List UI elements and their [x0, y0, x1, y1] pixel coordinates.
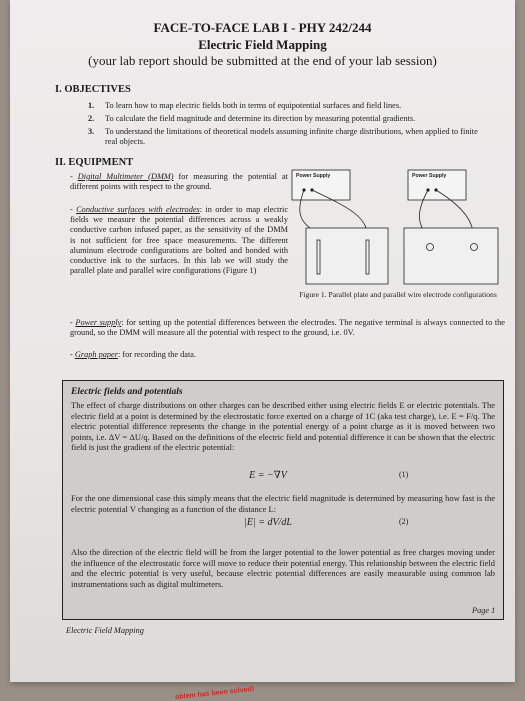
equation-2: |E| = dV/dL — [244, 517, 292, 528]
equipment-surfaces: - Conductive surfaces with electrodes: in order to map electric fields we measure the potential differences across a weakly conductive carbon infused paper, as the sensitivity of the DMM is not sufficient for free space measurements. The different aluminum electrode configurations are bolted and bonded with conductive ink to the surfaces. In this lab we will study the parallel plate and parallel wire configurations (Figure 1) — [70, 205, 288, 276]
objective-item — [88, 127, 488, 149]
objective-item — [88, 101, 488, 113]
equipment-dmm: - Digital Multimeter (DMM) for measuring the potential at different points with respect to the ground. — [70, 172, 288, 192]
surfaces-term: Conductive surfaces with electrodes — [76, 205, 200, 214]
theory-box — [62, 380, 504, 620]
theory-paragraph-2: For the one dimensional case this simply means that the electric field magnitude is determined by measuring how fast is the electric potential V changing as a function of the distance L: — [71, 493, 495, 514]
figure-caption: Figure 1. Parallel plate and parallel wire electrode configurations — [299, 290, 497, 299]
power-supply-label-right: Power Supply — [412, 173, 447, 179]
objective-text: To learn how to map electric fields both in terms of equipotential surfaces and field lines. — [105, 101, 402, 110]
equation-1-number: (1) — [399, 470, 409, 479]
objective-item — [88, 114, 488, 126]
theory-paragraph-3: Also the direction of the electric field will be from the larger potential to the lower potential as free charges moving under the influence of the electrostatic force will move to reduce their potential energy. This relationship between the electric field and the electric potential is very useful, because electric potential differences are easily measurable using common lab instrumentations such as digital multimeters. — [71, 547, 495, 589]
surfaces-description: : in order to map electric fields we measure the potential differences across a weakly conductive carbon infused paper, as the sensitivity of the DMM is not sufficient for free space measurements. The different aluminum electrode configurations are bolted and bonded with conductive ink to the surfaces. In this lab we will study the parallel plate and parallel wire configurations (Figure 1) — [70, 205, 288, 276]
electrode-configuration-figure — [290, 168, 500, 286]
equation-2-number: (2) — [399, 517, 409, 526]
objective-number: 3. — [88, 127, 95, 136]
objective-number: 1. — [88, 101, 95, 110]
doc-subtitle: Electric Field Mapping — [198, 37, 327, 52]
objective-text: To understand the limitations of theoretical models assuming infinite charge distributions, when applied to finite real objects. — [105, 127, 478, 146]
equipment-power: - Power supply: for setting up the potential differences between the electrodes. The negative terminal is always connected to the ground, so the DMM will measure all the potential with respect to the ground, i.e. 0V. — [70, 318, 505, 338]
equipment-graph: - Graph paper: for recording the data. — [70, 350, 197, 359]
lab-handout-page — [10, 0, 515, 682]
objectives-heading: I. OBJECTIVES — [55, 84, 131, 95]
graph-term: Graph paper — [74, 350, 118, 359]
theory-paragraph-1: The effect of charge distributions on other charges can be described either using electric fields E or electric potentials. The electric field at a point is determined by the electrostatic force exerted on a charge of 1C (aka test charge), i.e. E = F/q. The electric potential difference represents the change in the potential energy of a point charge as it is moved between two points, i.e. ΔV = ΔU/q. Based on the definitions of the electric field and potential difference it can be shown that the electric field is just the gradient of the electric potential: — [71, 400, 495, 453]
equation-1: E = −∇V — [249, 470, 287, 481]
theory-heading: Electric fields and potentials — [71, 387, 183, 397]
dmm-term: Digital Multimeter (DMM) — [77, 172, 174, 181]
conductive-paper-right — [404, 228, 498, 284]
footer-title: Electric Field Mapping — [66, 626, 144, 635]
graph-description: : for recording the data. — [117, 350, 197, 359]
power-description: : for setting up the potential differences between the electrodes. The negative terminal is always connected to the ground, so the DMM will measure all the potential with respect to the ground, i.e. 0V. — [70, 318, 505, 338]
objective-number: 2. — [88, 114, 95, 123]
doc-title: FACE-TO-FACE LAB I - PHY 242/244 — [153, 20, 372, 35]
page-number: Page 1 — [472, 606, 496, 615]
conductive-paper-left — [306, 228, 388, 284]
power-term: Power supply — [75, 318, 122, 327]
solved-stamp: oblem has been solved! — [174, 685, 255, 701]
objective-text: To calculate the field magnitude and determine its direction by measuring potential gradients. — [105, 114, 416, 123]
doc-note: (your lab report should be submitted at the end of your lab session) — [88, 53, 437, 68]
dmm-description: for measuring the potential at different points with respect to the ground. — [70, 172, 288, 192]
power-supply-label-left: Power Supply — [296, 173, 331, 179]
equipment-heading: II. EQUIPMENT — [55, 157, 134, 168]
